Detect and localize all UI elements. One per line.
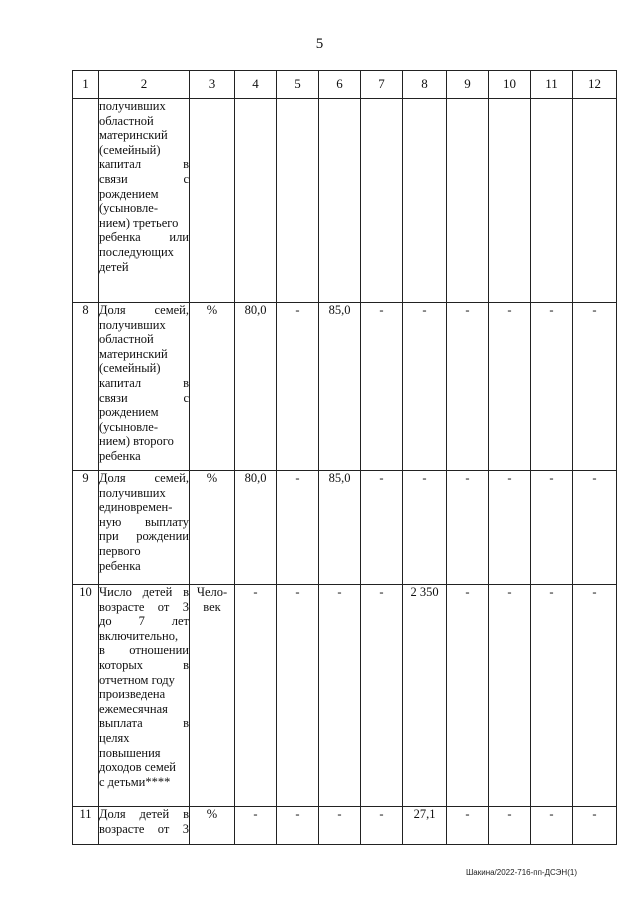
value-cell: - [319, 807, 361, 845]
page-number: 5 [315, 36, 324, 52]
description-line: связи с [99, 390, 189, 405]
table-row [73, 99, 617, 303]
unit-line: век [203, 599, 221, 614]
description-line: получивших [99, 99, 166, 113]
header-cell: 7 [361, 71, 403, 99]
value-cell: 80,0 [235, 471, 277, 585]
row-number: 9 [73, 471, 99, 585]
description-line: в отношении [99, 643, 189, 658]
unit-cell [190, 585, 235, 807]
value-cell: - [277, 303, 319, 471]
description-line: ежемесячная [99, 701, 168, 716]
description-line: до 7 лет [99, 614, 189, 629]
description-line: ребенка [99, 448, 141, 463]
description-line: ную выплату [99, 514, 189, 529]
value-cell: - [277, 471, 319, 585]
value-cell: - [403, 303, 447, 471]
value-cell: - [447, 303, 489, 471]
value-cell: - [573, 471, 617, 585]
header-cell: 2 [99, 71, 190, 99]
description-line: рождением [99, 405, 159, 420]
description-line: (семейный) [99, 142, 161, 157]
value-cell: - [403, 471, 447, 585]
value-cell [235, 99, 277, 303]
unit-cell: % [190, 471, 235, 585]
value-cell [361, 99, 403, 303]
unit-line: Чело- [196, 585, 228, 599]
value-cell: - [361, 471, 403, 585]
value-cell: - [277, 585, 319, 807]
value-cell: - [447, 585, 489, 807]
value-cell: - [531, 303, 573, 471]
value-cell [277, 99, 319, 303]
header-cell: 4 [235, 71, 277, 99]
header-cell: 11 [531, 71, 573, 99]
value-cell: 27,1 [403, 807, 447, 845]
indicator-description [99, 99, 190, 303]
header-row [73, 71, 617, 99]
description-line: материнский [99, 346, 168, 361]
description-line: нием) третьего [99, 215, 179, 230]
header-cell: 3 [190, 71, 235, 99]
indicator-description [99, 807, 190, 845]
description-line: капитал в [99, 375, 189, 390]
description-line: с детьми**** [99, 774, 171, 789]
value-cell [489, 99, 531, 303]
value-cell: - [573, 807, 617, 845]
description-line: единовремен- [99, 500, 173, 515]
value-cell: - [447, 471, 489, 585]
table-row [73, 807, 617, 845]
document-footer-code: Шакина/2022-716-пп-ДСЭН(1) [465, 868, 577, 877]
row-number [73, 99, 99, 303]
description-line: ребенка [99, 558, 141, 573]
description-line: детей [99, 259, 129, 274]
description-line: включительно, [99, 628, 179, 643]
unit-cell: % [190, 807, 235, 845]
value-cell [319, 99, 361, 303]
description-line: возрасте от 3 [99, 599, 189, 614]
value-cell: - [361, 585, 403, 807]
description-line: отчетном году [99, 672, 175, 687]
value-cell [403, 99, 447, 303]
unit-cell [190, 99, 235, 303]
header-cell: 6 [319, 71, 361, 99]
value-cell: 85,0 [319, 303, 361, 471]
description-line: связи с [99, 171, 189, 186]
table-row [73, 303, 617, 471]
description-line: произведена [99, 687, 166, 702]
indicator-description [99, 303, 190, 471]
description-line: (усыновле- [99, 201, 158, 216]
value-cell: - [531, 585, 573, 807]
header-cell: 1 [73, 71, 99, 99]
description-line: выплата в [99, 716, 189, 731]
description-line: ребенка или [99, 230, 189, 245]
value-cell: - [361, 303, 403, 471]
row-number: 10 [73, 585, 99, 807]
value-cell [531, 99, 573, 303]
header-cell: 5 [277, 71, 319, 99]
value-cell: - [235, 807, 277, 845]
indicators-table [72, 70, 617, 845]
value-cell: - [573, 585, 617, 807]
row-number: 11 [73, 807, 99, 845]
value-cell: - [447, 807, 489, 845]
value-cell: 80,0 [235, 303, 277, 471]
value-cell: - [573, 303, 617, 471]
description-line: (семейный) [99, 361, 161, 376]
header-cell: 8 [403, 71, 447, 99]
description-line: повышения [99, 745, 161, 760]
description-line: областной [99, 332, 154, 347]
description-line: возрасте от 3 [99, 821, 189, 836]
value-cell: - [489, 471, 531, 585]
description-line: Доля семей, [99, 471, 189, 485]
description-line: капитал в [99, 157, 189, 172]
value-cell: - [531, 807, 573, 845]
description-line: рождением [99, 186, 159, 201]
table-row [73, 471, 617, 585]
description-line: нием) второго [99, 434, 174, 449]
description-line: материнский [99, 128, 168, 143]
description-line: первого [99, 543, 141, 558]
description-line: получивших [99, 485, 166, 500]
indicator-description [99, 585, 190, 807]
description-line: (усыновле- [99, 419, 158, 434]
description-line: при рождении [99, 529, 189, 544]
value-cell: - [489, 807, 531, 845]
description-line: целях [99, 730, 130, 745]
indicator-description [99, 471, 190, 585]
value-cell: - [489, 585, 531, 807]
description-line: получивших [99, 317, 166, 332]
description-line: которых в [99, 657, 189, 672]
value-cell: - [277, 807, 319, 845]
description-line: Число детей в [99, 585, 189, 599]
value-cell: 2 350 [403, 585, 447, 807]
value-cell [573, 99, 617, 303]
value-cell: - [235, 585, 277, 807]
description-line: областной [99, 113, 154, 128]
value-cell: - [319, 585, 361, 807]
description-line: доходов семей [99, 760, 176, 775]
description-line: Доля детей в [99, 807, 189, 821]
header-cell: 9 [447, 71, 489, 99]
value-cell: - [361, 807, 403, 845]
description-line: Доля семей, [99, 303, 189, 317]
table-row [73, 585, 617, 807]
row-number: 8 [73, 303, 99, 471]
unit-cell: % [190, 303, 235, 471]
value-cell: 85,0 [319, 471, 361, 585]
value-cell: - [531, 471, 573, 585]
value-cell: - [489, 303, 531, 471]
header-cell: 10 [489, 71, 531, 99]
header-cell: 12 [573, 71, 617, 99]
description-line: последующих [99, 244, 174, 259]
value-cell [447, 99, 489, 303]
